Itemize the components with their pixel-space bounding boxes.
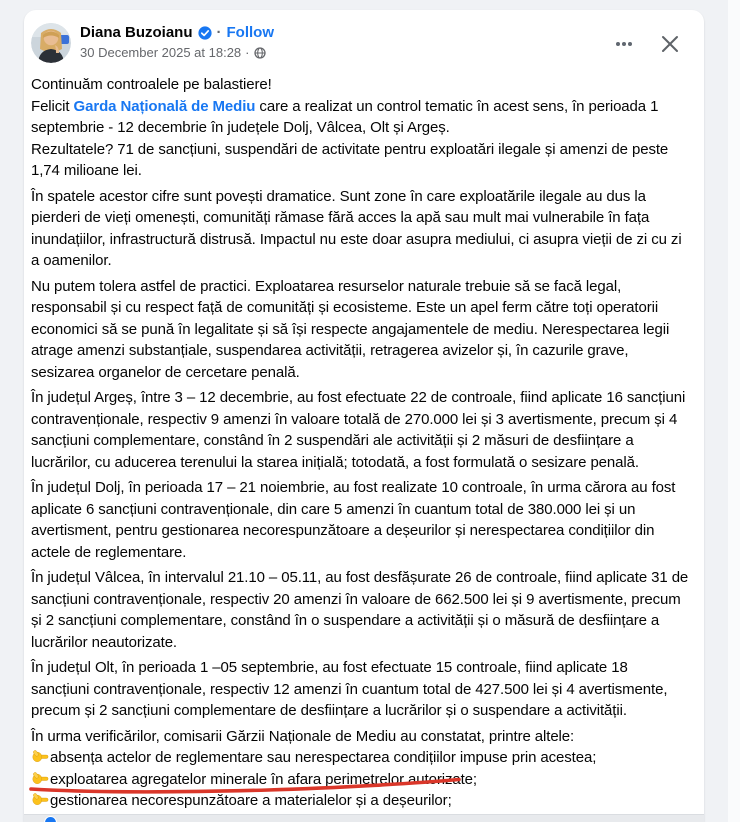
felicit-suffix: care a realizat un control tematic în acest sens, în perioada 1 septembrie - 12 decembrie în județele Dolj, Vâlcea, Olt și Argeș. (31, 97, 659, 136)
more-options-icon (614, 34, 634, 54)
pointing-right-emoji (31, 792, 49, 807)
intro-paragraph (31, 74, 690, 182)
paragraph-arges: În județul Argeș, între 3 – 12 decembrie, au fost efectuate 22 de controale, fiind aplicate 16 sancțiuni contravenționale, respectiv 9 amenzi în valoare totală de 270.000 lei și 3 avertismente, precum și 4 sancțiuni complementare, constând în 2 suspendări ale activității și 2 măsuri de desființare a lucrărilor, cu aducerea terenului la starea inițială; totodată, a fost formulată o sesizare penală. (31, 389, 686, 471)
post-timestamp[interactable]: 30 December 2025 at 18:28 (80, 45, 242, 60)
finding-text: gestionarea necorespunzătoare a materialelor și a deșeurilor; (50, 792, 452, 809)
results-line: Rezultatele? 71 de sancțiuni, suspendări de activitate pentru exploatări ilegale și amenzi de peste 1,74 milioane lei. (31, 140, 669, 179)
finding-item (31, 790, 690, 812)
paragraph-valcea: În județul Vâlcea, în intervalul 21.10 – 05.11, au fost desfășurate 26 de controale, fiind aplicate 31 de sancțiuni contravenționale, respectiv 20 amenzi în valoare de 662.500 lei și 9 avertismente, precum și 2 sancțiuni complementare, constând în o suspendare a activității și o măsură de desființare a lucrărilor neautorizate. (31, 569, 689, 651)
header-text (80, 23, 274, 60)
findings-block (31, 726, 690, 822)
header-actions (612, 32, 682, 56)
finding-item (31, 747, 690, 769)
felicit-prefix: Felicit (31, 97, 74, 115)
more-options-button[interactable] (612, 32, 636, 56)
paragraph-olt: În județul Olt, în perioada 1 –05 septembrie, au fost efectuate 15 controale, fiind aplicate 18 sancțiuni contravenționale, respectiv 12 amenzi în cuantum total de 427.500 lei și 4 avertismente, precum și 2 sancțiuni complementare de desființare a lucrărilor și o suspendare a activității. (31, 659, 668, 719)
scrollbar-track[interactable] (728, 0, 740, 822)
post-header (24, 10, 704, 63)
post-card (24, 10, 704, 822)
close-icon (660, 34, 680, 54)
author-name[interactable]: Diana Buzoianu (80, 24, 193, 41)
avatar[interactable] (31, 23, 71, 63)
finding-item-underlined (31, 769, 690, 791)
findings-intro: În urma verificărilor, comisarii Gărzii Naționale de Mediu au constatat, printre altele: (31, 727, 575, 745)
finding-text: exploatarea agregatelor minerale în afara perimetrelor autorizate; (50, 770, 477, 788)
follow-button[interactable]: Follow (226, 24, 275, 41)
pointing-right-emoji (31, 771, 49, 786)
paragraph-appeal: Nu putem tolera astfel de practici. Exploatarea resurselor naturale trebuie să se facă legal, responsabil și cu respect față de comunități și ecosisteme. Este un apel ferm către toți operatorii economici să se pună în legalitate și să își respecte angajamentele de mediu. Nerespectarea legii atrage amenzi substanțiale, suspendarea activității, retragerea avizelor și, în cazurile grave, sesizarea organelor de cercetare penală. (31, 277, 670, 381)
like-reaction-icon (44, 816, 57, 822)
next-section-edge (24, 814, 704, 822)
intro-line: Continuăm controalele pe balastiere! (31, 76, 272, 93)
paragraph-dolj: În județul Dolj, în perioada 17 – 21 noiembrie, au fost realizate 10 controale, în urma cărora au fost aplicate 6 sancțiuni contravenționale, din care 5 amenzi în cuantum total de 380.000 lei și un avertisment, pentru gestionarea necorespunzătoare a deșeurilor și nerespectarea condițiilor din actele de reglementare. (31, 479, 676, 561)
name-separator: · (216, 24, 222, 41)
paragraph-impact: În spatele acestor cifre sunt povești dramatice. Sunt zone în care exploatările ilegale au dus la pierderi de vieți omenești, comunități rămase fără acces la apă sau mult mai vulnerabile în fața inundațiilor, infrastructură distrusă. Impactul nu este doar asupra mediului, ci asupra vieții de zi cu zi a oamenilor. (31, 187, 682, 269)
pointing-right-emoji (31, 749, 49, 764)
avatar-image (31, 23, 71, 63)
close-button[interactable] (658, 32, 682, 56)
garda-mediu-link[interactable]: Garda Națională de Mediu (73, 97, 256, 115)
globe-public-icon (254, 47, 266, 59)
post-body (24, 74, 704, 822)
verified-badge-icon (198, 26, 212, 40)
finding-text: absența actelor de reglementare sau nerespectarea condițiilor impuse prin acestea; (50, 749, 597, 766)
date-separator: · (245, 45, 250, 60)
